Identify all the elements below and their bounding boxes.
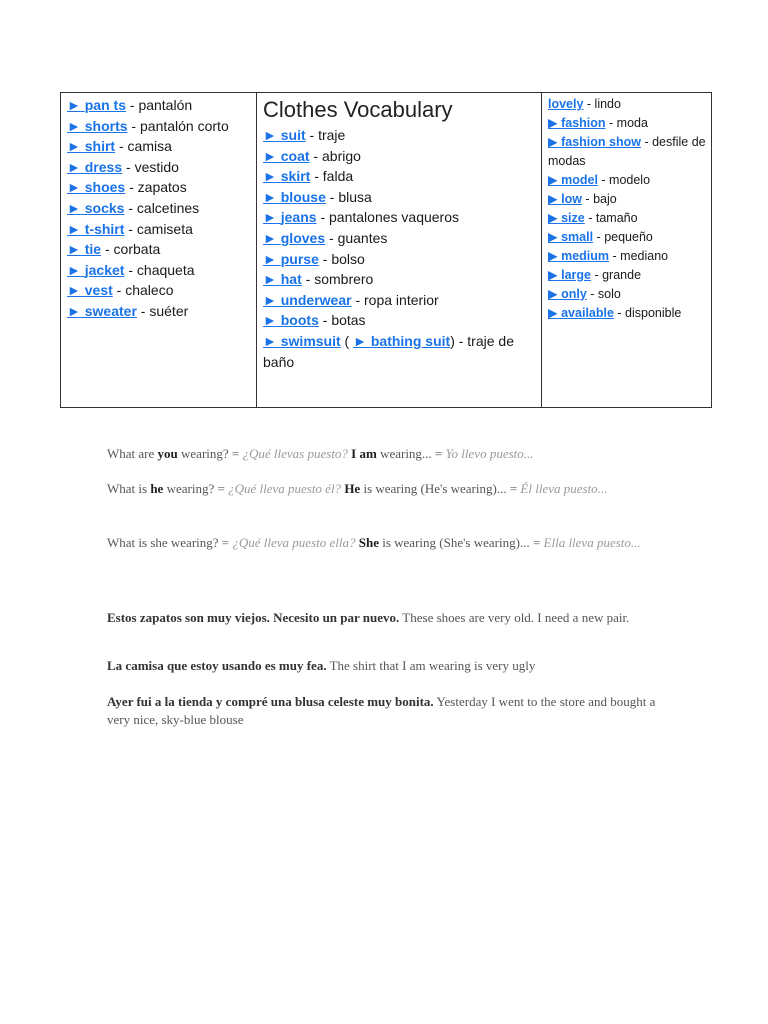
vocab-item-coat: ► coat - abrigo — [263, 147, 361, 164]
vocab-link-socks[interactable]: ► socks — [67, 199, 125, 216]
vocab-link-vest[interactable]: ► vest — [67, 282, 113, 299]
vocab-item-t-shirt: ► t-shirt - camiseta — [67, 220, 193, 237]
vocab-link-shirt[interactable]: ► shirt — [67, 138, 116, 155]
vocab-link-suit[interactable]: ► suit — [263, 127, 306, 143]
vocab-item-small: ▶ small - pequeño — [548, 230, 653, 244]
vocab-item-fashion-show: ▶ fashion show - desfile de modas — [548, 135, 706, 168]
vocab-link-underwear[interactable]: ► underwear — [263, 291, 352, 308]
vocab-link-tie[interactable]: ► tie — [67, 241, 102, 258]
vocab-link-skirt[interactable]: ► skirt — [263, 168, 311, 185]
vocab-item-underwear: ► underwear - ropa interior — [263, 291, 439, 308]
phrase-3: What is she wearing? = ¿Qué lleva puesto ella? She is wearing (She's wearing)... = Ella lleva puesto... — [107, 535, 641, 550]
vocab-link-size[interactable]: ▶ size — [548, 211, 585, 225]
vocab-link-sweater[interactable]: ► sweater — [67, 302, 137, 319]
phrase-1: What are you wearing? = ¿Qué llevas puesto? I am wearing... = Yo llevo puesto... — [107, 446, 534, 461]
vocab-item-sweater: ► sweater - suéter — [67, 302, 189, 319]
vocab-item-size: ▶ size - tamaño — [548, 211, 638, 225]
vocab-item-available: ▶ available - disponible — [548, 306, 682, 320]
vocab-item-medium: ▶ medium - mediano — [548, 249, 669, 263]
vocab-link-lovely[interactable]: lovely — [548, 97, 584, 111]
vocab-item-jacket: ► jacket - chaqueta — [67, 261, 195, 278]
vocab-link-t-shirt[interactable]: ► t-shirt — [67, 220, 125, 237]
vocab-column-2 — [257, 93, 542, 408]
vocab-item-vest: ► vest - chaleco — [67, 282, 174, 299]
vocab-link-blouse[interactable]: ► blouse — [263, 188, 326, 205]
vocabulary-table — [60, 92, 712, 408]
vocab-item-fashion: ▶ fashion - moda — [548, 116, 648, 130]
vocab-link-model[interactable]: ▶ model — [548, 173, 598, 187]
vocab-item-socks: ► socks - calcetines — [67, 199, 200, 216]
vocab-item-blouse: ► blouse - blusa — [263, 188, 372, 205]
vocab-item-boots: ► boots - botas — [263, 312, 366, 329]
vocab-link-medium[interactable]: ▶ medium — [548, 249, 610, 263]
sentence-2: La camisa que estoy usando es muy fea. The shirt that I am wearing is very ugly — [107, 658, 536, 673]
vocab-link-available[interactable]: ▶ available — [548, 306, 614, 320]
vocab-item-lovely: lovely - lindo — [548, 97, 621, 111]
vocab-item-pan-ts: ► pan ts - pantalón — [67, 97, 193, 113]
vocab-link-fashion[interactable]: ▶ fashion — [548, 116, 606, 130]
vocab-link-purse[interactable]: ► purse — [263, 250, 319, 267]
vocab-link-shoes[interactable]: ► shoes — [67, 179, 126, 196]
phrase-2: What is he wearing? = ¿Qué lleva puesto él? He is wearing (He's wearing)... = Él lleva puesto... — [107, 481, 608, 496]
vocab-column-3 — [542, 93, 712, 408]
vocab-link-pan-ts[interactable]: ► pan ts — [67, 97, 126, 113]
vocab-item-skirt: ► skirt - falda — [263, 168, 354, 185]
vocab-link-fashion-show[interactable]: ▶ fashion show — [548, 135, 641, 149]
vocab-link-bathing-suit[interactable]: ► bathing suit — [353, 332, 451, 349]
vocab-item-hat: ► hat - sombrero — [263, 271, 374, 288]
vocab-link-hat[interactable]: ► hat — [263, 271, 302, 288]
vocab-item-suit: ► suit - traje — [263, 127, 346, 143]
vocab-item-low: ▶ low - bajo — [548, 192, 617, 206]
vocab-item-shorts: ► shorts - pantalón corto — [67, 117, 229, 134]
vocab-item-shoes: ► shoes - zapatos — [67, 179, 187, 196]
vocab-link-jeans[interactable]: ► jeans — [263, 209, 317, 226]
vocab-link-jacket[interactable]: ► jacket — [67, 261, 125, 278]
vocab-item-jeans: ► jeans - pantalones vaqueros — [263, 209, 460, 226]
vocab-item-purse: ► purse - bolso — [263, 250, 365, 267]
vocab-title: Clothes Vocabulary — [263, 97, 453, 122]
vocab-item-gloves: ► gloves - guantes — [263, 229, 388, 246]
vocab-link-coat[interactable]: ► coat — [263, 147, 310, 164]
vocab-item-large: ▶ large - grande — [548, 268, 642, 282]
vocab-item-tie: ► tie - corbata — [67, 241, 161, 258]
vocab-item-shirt: ► shirt - camisa — [67, 138, 172, 155]
vocab-link-small[interactable]: ▶ small — [548, 230, 594, 244]
vocab-link-large[interactable]: ▶ large — [548, 268, 591, 282]
vocab-item-only: ▶ only - solo — [548, 287, 621, 301]
vocab-item-dress: ► dress - vestido — [67, 158, 179, 175]
vocab-item-model: ▶ model - modelo — [548, 173, 651, 187]
vocab-column-1 — [61, 93, 257, 408]
vocab-link-shorts[interactable]: ► shorts — [67, 117, 128, 134]
vocab-item-swimsuit: ► swimsuit ( ► bathing suit) - traje de baño — [263, 332, 514, 370]
vocab-link-low[interactable]: ▶ low — [548, 192, 582, 206]
vocab-link-gloves[interactable]: ► gloves — [263, 229, 326, 246]
vocab-link-dress[interactable]: ► dress — [67, 158, 123, 175]
sentence-3: Ayer fui a la tienda y compré una blusa celeste muy bonita. Yesterday I went to the store and bought a very nice, sky-blue blouse — [107, 694, 656, 727]
vocab-link-boots[interactable]: ► boots — [263, 312, 319, 329]
vocab-link-swimsuit[interactable]: ► swimsuit — [263, 332, 341, 349]
sentence-1: Estos zapatos son muy viejos. Necesito un par nuevo. These shoes are very old. I need a new pair. — [107, 610, 630, 625]
vocab-link-only[interactable]: ▶ only — [548, 287, 587, 301]
